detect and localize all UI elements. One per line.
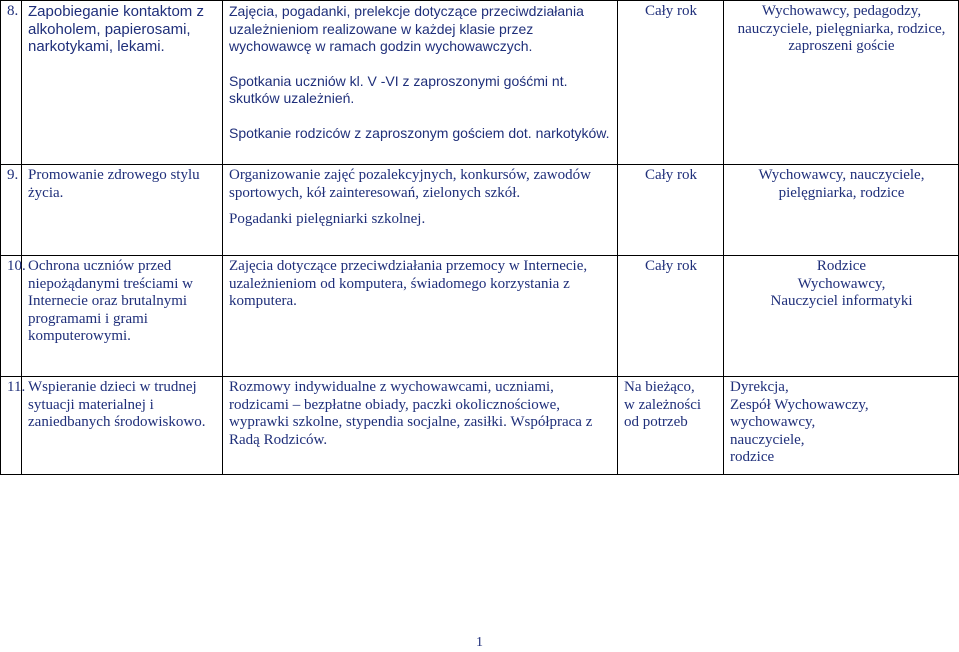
goal-cell: Zapobieganie kontaktom z alkoholem, papierosami, narkotykami, lekami. <box>22 1 223 165</box>
responsible-line: Wychowawcy, <box>797 275 886 292</box>
page-number: 1 <box>476 635 483 650</box>
activity-text: Zajęcia, pogadanki, prelekcje dotyczące przeciwdziałania uzależnieniom realizowane w każdej klasie przez wychowawcę w ramach godzin wychowawczych. <box>229 3 584 54</box>
activity-text: Organizowanie zajęć pozalekcyjnych, konkursów, zawodów sportowych, kół zainteresowań, zielonych szkół. <box>229 167 591 201</box>
responsible-line: wychowawcy, <box>730 414 816 430</box>
responsible-cell: Wychowawcy, pedagodzy, nauczyciele, pielęgniarka, rodzice, zaproszeni goście <box>724 1 959 165</box>
activities-cell <box>223 256 618 377</box>
table-row <box>1 256 959 377</box>
term-cell: Cały rok <box>618 256 724 377</box>
row-number: 8. <box>1 1 22 165</box>
activities-cell <box>223 165 618 256</box>
goal-cell: Ochrona uczniów przed niepożądanymi treściami w Internecie oraz brutalnymi programami i grami komputerowymi. <box>22 256 223 377</box>
responsible-cell <box>724 377 959 475</box>
activity-text: Spotkanie rodziców z zaproszonym gościem dot. narkotyków. <box>229 124 610 141</box>
goal-cell: Promowanie zdrowego stylu życia. <box>22 165 223 256</box>
row-number: 11. <box>1 377 22 475</box>
responsible-cell: Wychowawcy, nauczyciele, pielęgniarka, rodzice <box>724 165 959 256</box>
table-row <box>1 377 959 475</box>
responsible-line: Zespół Wychowawczy, <box>730 396 869 413</box>
term-line: od potrzeb <box>624 414 688 430</box>
activity-text: Rozmowy indywidualne z wychowawcami, uczniami, rodzicami – bezpłatne obiady, paczki okolicznościowe, wyprawki szkolne, stypendia socjalne, zasiłki. Współpraca z Radą Rodziców. <box>229 379 593 448</box>
table-row <box>1 1 959 165</box>
responsible-line: Nauczyciel informatyki <box>770 293 913 309</box>
responsible-cell <box>724 256 959 377</box>
row-number: 10. <box>1 256 22 377</box>
responsible-line: rodzice <box>730 449 775 465</box>
activity-text: Spotkania uczniów kl. V -VI z zaproszonymi gośćmi nt. skutków uzależnień. <box>229 72 568 106</box>
activity-text: Pogadanki pielęgniarki szkolnej. <box>229 211 426 227</box>
table-row <box>1 165 959 256</box>
responsible-line: Rodzice <box>816 258 867 274</box>
row-number: 9. <box>1 165 22 256</box>
responsible-line: nauczyciele, <box>730 431 805 448</box>
activities-cell <box>223 1 618 165</box>
term-cell: Cały rok <box>618 165 724 256</box>
term-cell <box>618 377 724 475</box>
activities-cell <box>223 377 618 475</box>
term-line: Na bieżąco, <box>624 379 695 395</box>
goal-cell: Wspieranie dzieci w trudnej sytuacji materialnej i zaniedbanych środowiskowo. <box>22 377 223 475</box>
activity-text: Zajęcia dotyczące przeciwdziałania przemocy w Internecie, uzależnieniom od komputera, świadomego korzystania z komputera. <box>229 258 588 309</box>
responsible-line: Dyrekcja, <box>730 379 789 395</box>
term-cell: Cały rok <box>618 1 724 165</box>
term-line: w zależności <box>624 396 702 413</box>
